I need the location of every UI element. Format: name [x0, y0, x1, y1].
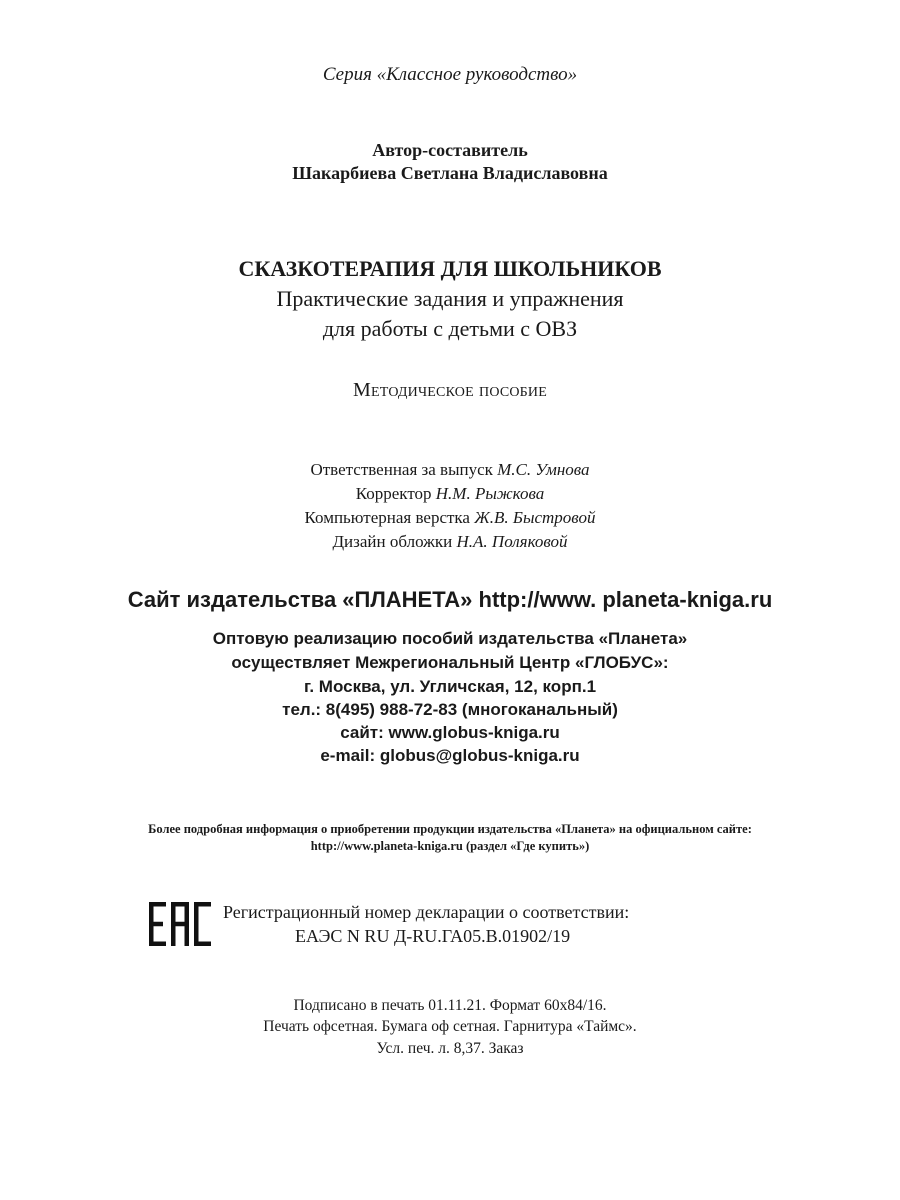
book-subtitle-line1: Практические задания и упражнения: [276, 286, 624, 311]
author-name: Шакарбиева Светлана Владиславовна: [292, 163, 608, 183]
distribution-line: Оптовую реализацию пособий издательства «Планета»: [212, 629, 688, 648]
credit-line: [0, 532, 900, 552]
series-line: Серия «Классное руководство»: [322, 64, 578, 85]
credit-name: Н.М. Рыжкова: [435, 484, 545, 503]
more-info-line1: Более подробная информация о приобретении продукции издательства «Планета» на официальном сайте:: [148, 822, 752, 836]
distribution-address: г. Москва, ул. Угличская, 12, корп.1: [303, 677, 597, 696]
author-role: Автор-составитель: [372, 140, 528, 160]
credit-role: Корректор: [355, 484, 436, 503]
credit-name: Ж.В. Быстровой: [474, 508, 596, 527]
registration-number: ЕАЭС N RU Д-RU.ГА05.В.01902/19: [295, 926, 571, 946]
book-subtitle-line2: для работы с детьми с ОВЗ: [322, 316, 578, 341]
more-info-line2: http://www.planeta-kniga.ru (раздел «Где купить»): [310, 839, 590, 853]
distribution-phone: тел.: 8(495) 988-72-83 (многоканальный): [282, 700, 618, 719]
imprint-line: Усл. печ. л. 8,37. Заказ: [376, 1040, 524, 1057]
registration-label: Регистрационный номер декларации о соответствии:: [223, 902, 630, 922]
credit-role: Дизайн обложки: [332, 532, 457, 551]
credit-name: Н.А. Поляковой: [456, 532, 568, 551]
distribution-line: осуществляет Межрегиональный Центр «ГЛОБУС»:: [231, 653, 669, 672]
credit-line: [0, 484, 900, 504]
publisher-site: Сайт издательства «ПЛАНЕТА» http://www. planeta-kniga.ru: [127, 587, 773, 612]
distribution-email: e-mail: globus@globus-kniga.ru: [320, 746, 580, 765]
credit-line: [0, 460, 900, 480]
credit-role: Компьютерная верстка: [304, 508, 475, 527]
imprint-line: Подписано в печать 01.11.21. Формат 60х84/16.: [293, 997, 607, 1014]
credit-name: М.С. Умнова: [497, 460, 590, 479]
credit-line: [0, 508, 900, 528]
distribution-site: сайт: www.globus-kniga.ru: [340, 723, 560, 742]
credit-role: Ответственная за выпуск: [310, 460, 498, 479]
book-title: СКАЗКОТЕРАПИЯ ДЛЯ ШКОЛЬНИКОВ: [238, 256, 662, 281]
imprint-line: Печать офсетная. Бумага оф сетная. Гарнитура «Таймс».: [263, 1018, 637, 1035]
book-genre: Методическое пособие: [353, 379, 547, 401]
eac-mark-icon: [149, 902, 211, 946]
